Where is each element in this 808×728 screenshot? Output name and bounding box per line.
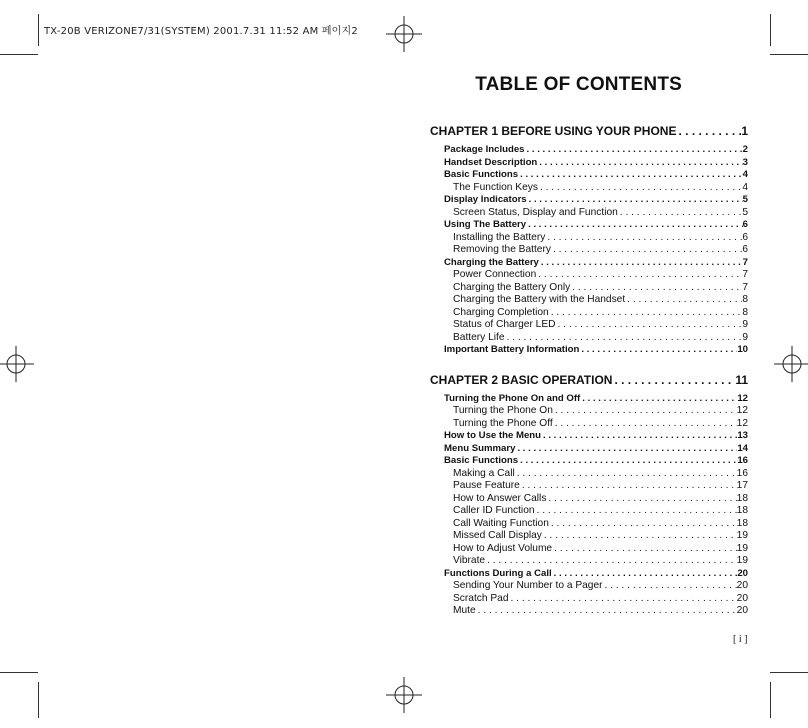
dot-leader [476, 605, 737, 618]
toc-entry-title: Missed Call Display [453, 530, 542, 541]
toc-entry-page: 13 [737, 430, 748, 441]
toc-entry-page: 2 [742, 144, 748, 155]
dot-leader [541, 430, 737, 443]
toc-section[interactable] [430, 344, 748, 357]
dot-leader [549, 307, 743, 320]
toc-entry-title: Basic Functions [444, 169, 519, 180]
toc-entry-title: Turning the Phone On and Off [444, 392, 581, 404]
page-number: [ i ] [733, 634, 748, 645]
dot-leader [552, 543, 737, 556]
toc-entry-page: 9 [742, 331, 748, 343]
toc-subsection[interactable] [430, 307, 748, 320]
toc-section[interactable] [430, 455, 748, 468]
dot-leader [518, 455, 737, 468]
toc-subsection[interactable] [430, 593, 748, 606]
toc-entry-title: Using The Battery [444, 219, 527, 230]
toc-entry-page: 8 [742, 306, 748, 318]
toc-section[interactable] [430, 144, 748, 157]
toc-entry-title: Battery Life [453, 331, 505, 343]
dot-leader [612, 367, 735, 393]
dot-leader [618, 207, 743, 220]
toc-entry-title: Mute [453, 605, 476, 616]
toc-subsection[interactable] [430, 505, 748, 518]
dot-leader [552, 568, 738, 581]
toc-subsection[interactable] [430, 605, 748, 618]
crop-mark-top-right-v [770, 14, 771, 46]
toc-subsection[interactable] [430, 405, 748, 418]
table-of-contents [430, 118, 748, 618]
toc-entry-title: Vibrate [453, 555, 486, 566]
toc-entry-title: Caller ID Function [453, 505, 535, 516]
toc-chapter [430, 367, 748, 618]
registration-mark-top-icon [386, 16, 422, 52]
toc-entry-title: Making a Call [453, 467, 515, 479]
toc-section[interactable] [430, 219, 748, 232]
toc-entry-page: 14 [737, 442, 748, 454]
toc-entry-title: Package Includes [444, 144, 525, 155]
toc-subsection[interactable] [430, 269, 748, 282]
crop-mark-top-right [770, 54, 808, 55]
toc-entry-title: Turning the Phone Off [453, 417, 553, 429]
toc-entry-page: 17 [736, 480, 748, 491]
toc-entry-page: 4 [742, 181, 748, 193]
toc-entry-page: 7 [742, 256, 748, 268]
toc-entry-page: 12 [737, 392, 748, 404]
dot-leader [505, 332, 743, 345]
toc-entry-page: 18 [736, 517, 748, 529]
toc-subsection[interactable] [430, 418, 748, 431]
toc-entry-title: Status of Charger LED [453, 319, 556, 330]
registration-mark-right-icon [774, 346, 808, 382]
dot-leader [551, 244, 742, 257]
dot-leader [580, 393, 737, 406]
toc-entry-page: 12 [736, 405, 748, 416]
toc-entry-page: 18 [736, 492, 748, 504]
toc-entry-title: Charging Completion [453, 306, 549, 318]
dot-leader [676, 118, 741, 144]
toc-subsection[interactable] [430, 468, 748, 481]
dot-leader [570, 282, 742, 295]
dot-leader [556, 319, 743, 332]
dot-leader [515, 468, 737, 481]
toc-subsection[interactable] [430, 480, 748, 493]
dot-leader [538, 182, 742, 195]
toc-entry-title: Screen Status, Display and Function [453, 206, 618, 218]
toc-entry-page: 12 [736, 417, 748, 429]
dot-leader [520, 480, 737, 493]
toc-subsection[interactable] [430, 332, 748, 345]
crop-mark-top-left [0, 54, 38, 55]
toc-entry-page: 20 [736, 605, 748, 616]
dot-leader [527, 194, 743, 207]
toc-entry-page: 9 [742, 319, 748, 330]
toc-section[interactable] [430, 393, 748, 406]
dot-leader [603, 580, 737, 593]
toc-subsection[interactable] [430, 207, 748, 220]
toc-subsection[interactable] [430, 244, 748, 257]
toc-entry-page: 20 [737, 567, 748, 579]
crop-mark-bottom-right-v [770, 682, 771, 718]
dot-leader [553, 418, 737, 431]
toc-entry-page: 16 [736, 467, 748, 479]
toc-subsection[interactable] [430, 493, 748, 506]
dot-leader [485, 555, 737, 568]
toc-entry-page: 6 [742, 219, 748, 230]
toc-section[interactable] [430, 257, 748, 270]
toc-subsection[interactable] [430, 232, 748, 245]
toc-entry-page: 8 [742, 294, 748, 305]
toc-entry-page: 19 [736, 555, 748, 566]
toc-entry-title: How to Use the Menu [444, 430, 542, 441]
toc-section[interactable] [430, 169, 748, 182]
dot-leader [537, 157, 742, 170]
dot-leader [509, 593, 737, 606]
toc-chapter-heading[interactable] [430, 367, 748, 393]
dot-leader [553, 405, 737, 418]
dot-leader [579, 344, 737, 357]
toc-entry-page: 7 [742, 269, 748, 280]
toc-entry-page: 20 [736, 592, 748, 604]
toc-entry-title: CHAPTER 1 BEFORE USING YOUR PHONE [430, 124, 677, 138]
toc-entry-title: Display Indicators [444, 194, 527, 205]
crop-mark-bottom-right [770, 672, 808, 673]
toc-entry-page: 6 [742, 231, 748, 243]
toc-entry-page: 7 [742, 281, 748, 293]
dot-leader [526, 219, 743, 232]
page-title: TABLE OF CONTENTS [475, 74, 682, 95]
print-slug: TX-20B VERIZONE7/31(SYSTEM) 2001.7.31 11:52 AM 페이지2 [44, 26, 358, 37]
toc-entry-title: Pause Feature [453, 480, 520, 491]
toc-entry-title: Call Waiting Function [453, 517, 549, 529]
toc-subsection[interactable] [430, 294, 748, 307]
toc-section[interactable] [430, 568, 748, 581]
toc-entry-title: Menu Summary [444, 442, 516, 454]
crop-mark-bottom-left [0, 672, 38, 673]
toc-entry-page: 3 [742, 156, 748, 168]
dot-leader [549, 518, 737, 531]
toc-entry-page: 20 [736, 580, 748, 591]
toc-chapter [430, 118, 748, 357]
dot-leader [545, 232, 742, 245]
toc-section[interactable] [430, 157, 748, 170]
dot-leader [518, 169, 743, 182]
dot-leader [525, 144, 743, 157]
toc-subsection[interactable] [430, 530, 748, 543]
toc-entry-title: Power Connection [453, 269, 537, 280]
dot-leader [546, 493, 736, 506]
dot-leader [625, 294, 742, 307]
toc-section[interactable] [430, 443, 748, 456]
registration-mark-bottom-icon [386, 677, 422, 713]
toc-entry-page: 6 [742, 244, 748, 255]
toc-entry-page: 16 [737, 455, 748, 466]
toc-subsection[interactable] [430, 182, 748, 195]
toc-entry-page: 5 [742, 194, 748, 205]
toc-subsection[interactable] [430, 555, 748, 568]
toc-entry-title: Charging the Battery [444, 256, 539, 268]
crop-mark-bottom-left-v [38, 682, 39, 718]
toc-chapter-heading[interactable] [430, 118, 748, 144]
crop-mark-top-left-v [38, 14, 39, 46]
toc-entry-title: Functions During a Call [444, 567, 552, 579]
toc-entry-page: 5 [742, 206, 748, 218]
toc-entry-title: How to Answer Calls [453, 492, 547, 504]
toc-entry-page: 1 [741, 124, 748, 138]
dot-leader [542, 530, 737, 543]
toc-entry-title: Charging the Battery Only [453, 281, 571, 293]
registration-mark-left-icon [0, 346, 34, 382]
toc-entry-page: 18 [736, 505, 748, 516]
toc-entry-title: Sending Your Number to a Pager [453, 580, 603, 591]
dot-leader [536, 269, 742, 282]
toc-section[interactable] [430, 194, 748, 207]
toc-entry-title: Handset Description [444, 156, 538, 168]
toc-section[interactable] [430, 430, 748, 443]
toc-entry-title: Important Battery Information [444, 344, 580, 355]
toc-entry-page: 11 [735, 372, 748, 387]
dot-leader [539, 257, 743, 270]
toc-subsection[interactable] [430, 518, 748, 531]
toc-subsection[interactable] [430, 319, 748, 332]
toc-entry-title: How to Adjust Volume [453, 542, 553, 554]
dot-leader [535, 505, 737, 518]
toc-entry-title: Charging the Battery with the Handset [453, 294, 626, 305]
toc-entry-page: 19 [736, 530, 748, 541]
toc-entry-title: Removing the Battery [453, 244, 551, 255]
toc-entry-title: Scratch Pad [453, 592, 509, 604]
toc-entry-page: 10 [737, 344, 748, 355]
dot-leader [515, 443, 737, 456]
toc-entry-title: Installing the Battery [453, 231, 546, 243]
toc-subsection[interactable] [430, 580, 748, 593]
toc-subsection[interactable] [430, 282, 748, 295]
toc-entry-title: CHAPTER 2 BASIC OPERATION [430, 372, 613, 387]
toc-entry-title: Turning the Phone On [453, 405, 553, 416]
toc-entry-page: 19 [736, 542, 748, 554]
toc-entry-title: Basic Functions [444, 455, 519, 466]
toc-subsection[interactable] [430, 543, 748, 556]
toc-entry-title: The Function Keys [453, 181, 538, 193]
toc-entry-page: 4 [742, 169, 748, 180]
